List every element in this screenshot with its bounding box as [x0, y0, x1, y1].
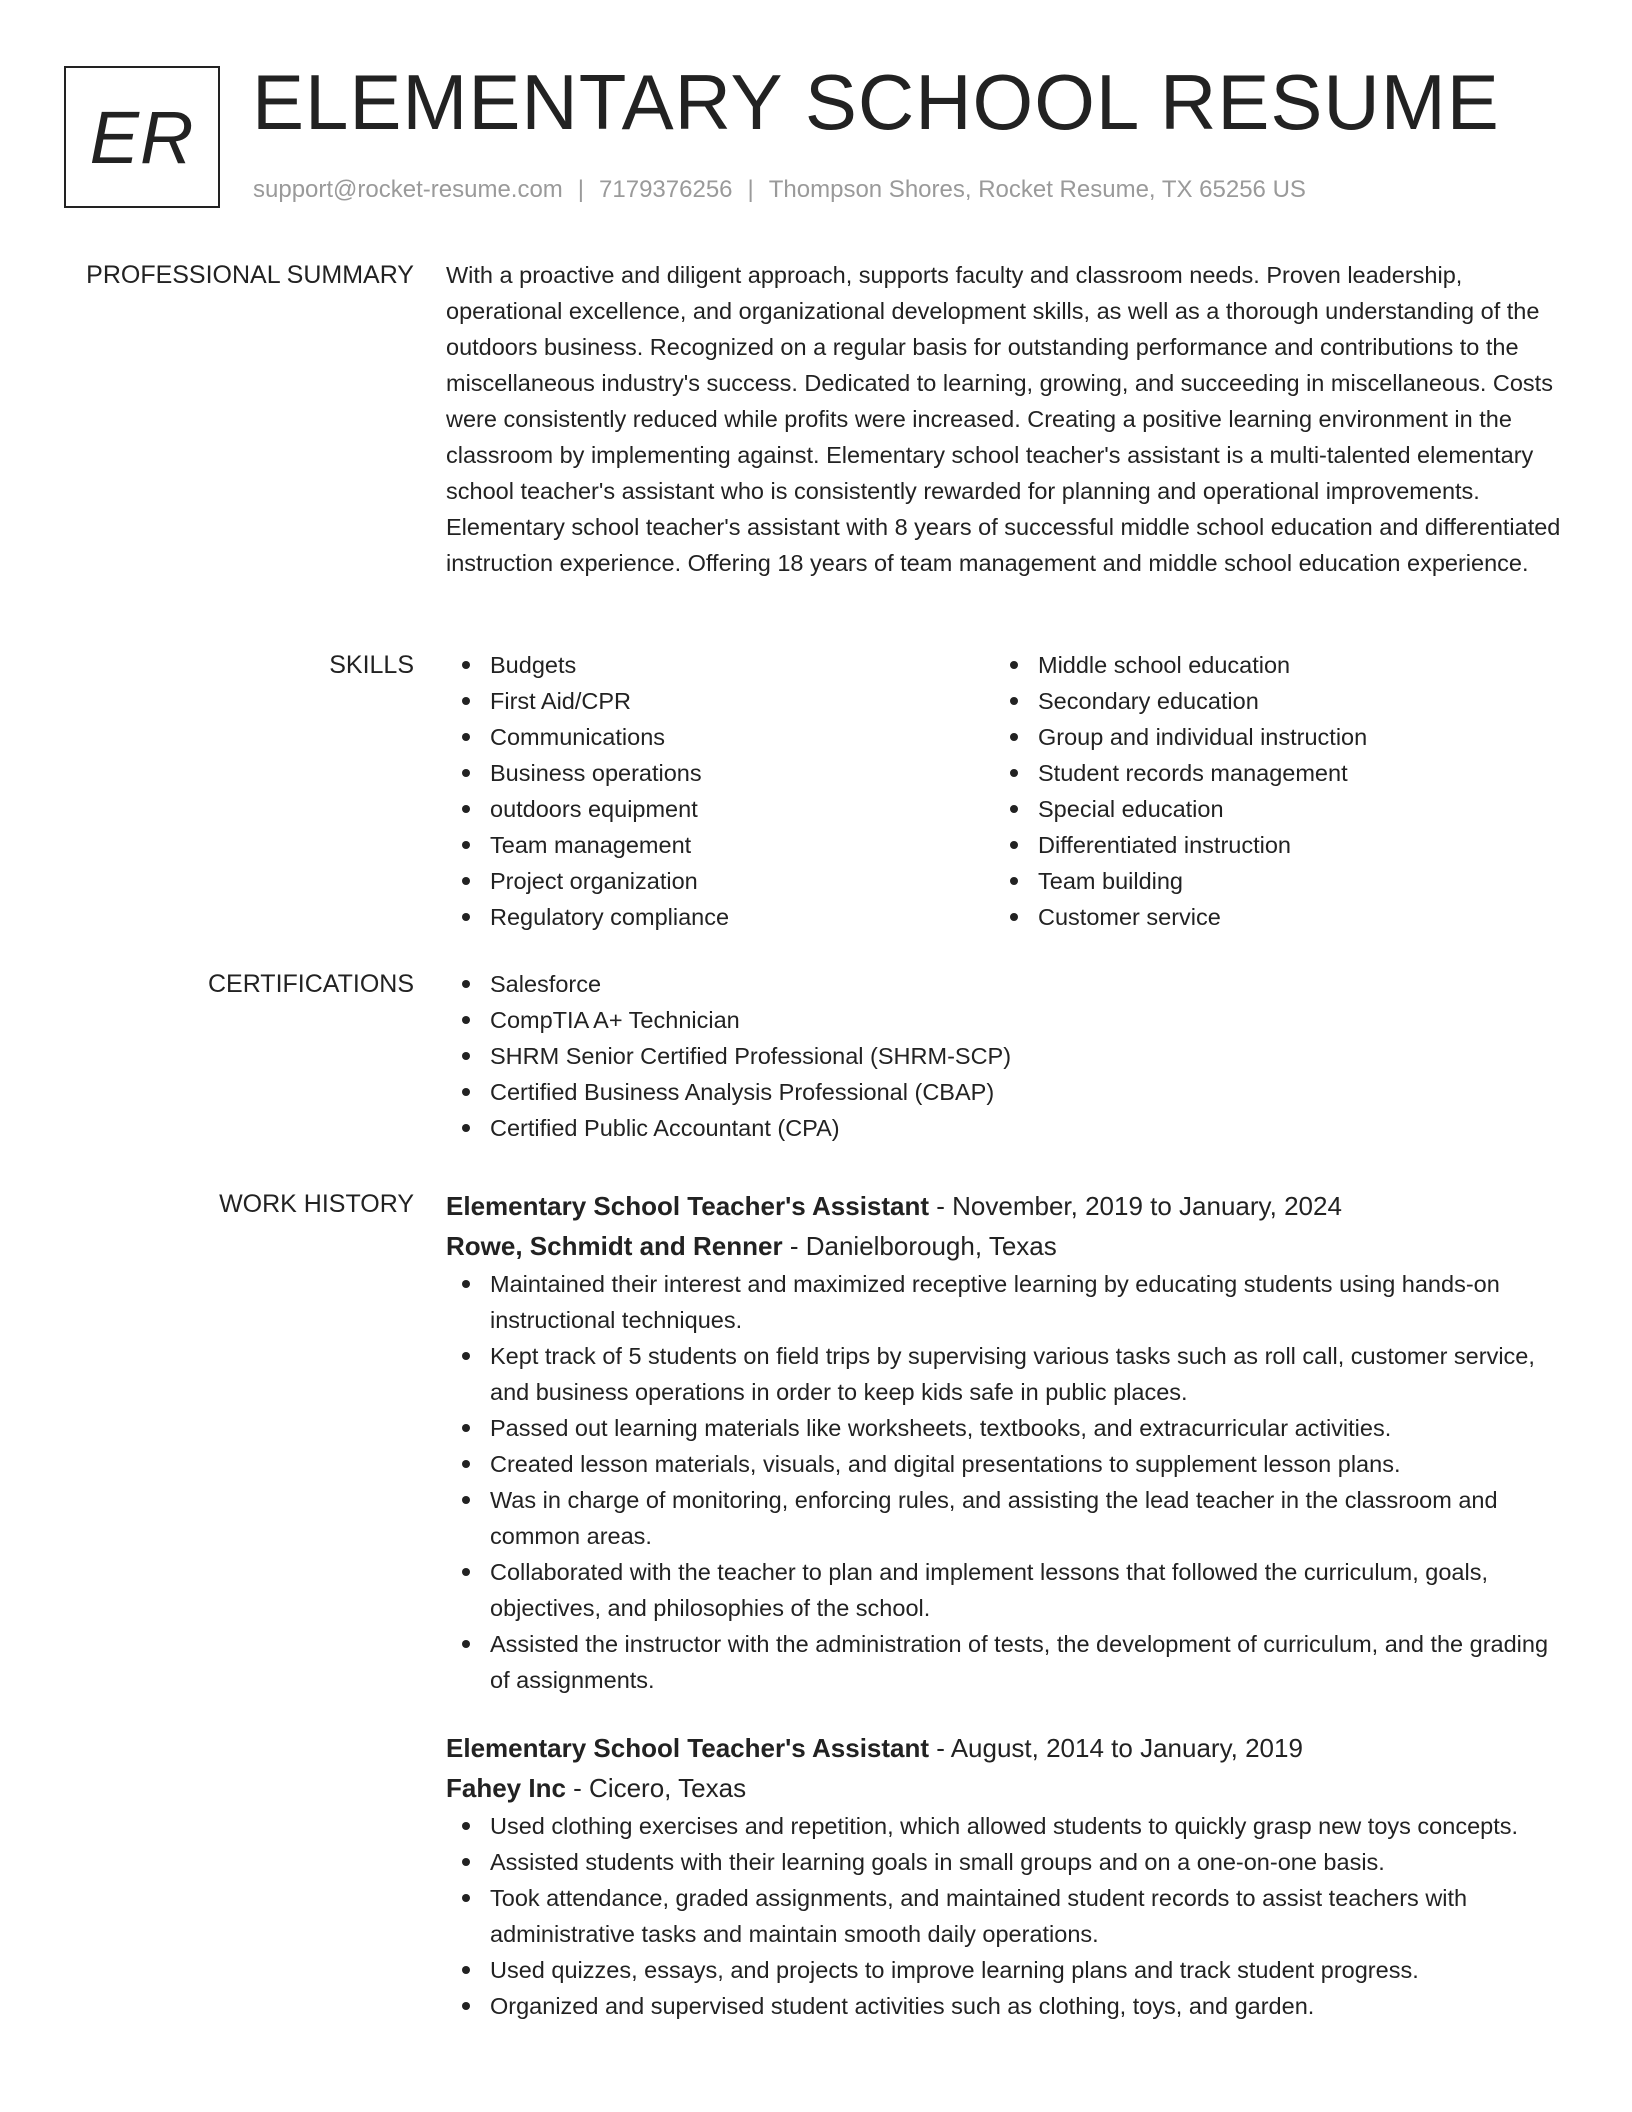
job-duties-list: [446, 1808, 1566, 2024]
certifications-list: [446, 966, 1566, 1146]
job-duty-item: Maintained their interest and maximized receptive learning by educating students using hands-on instructional techniques.: [446, 1266, 1566, 1338]
job-entry: [446, 1728, 1566, 2024]
job-duty-item: Used clothing exercises and repetition, which allowed students to quickly grasp new toys concepts.: [446, 1808, 1566, 1844]
summary-text: With a proactive and diligent approach, supports faculty and classroom needs. Proven leadership, operational excellence, and organizational development skills, as well as a thorough understanding of the outdoors business. Recognized on a regular basis for outstanding performance and contributions to the miscellaneous industry's success. Dedicated to learning, growing, and succeeding in miscellaneous. Costs were consistently reduced while profits were increased. Creating a positive learning environment in the classroom by implementing against. Elementary school teacher's assistant is a multi-talented elementary school teacher's assistant who is consistently rewarded for planning and operational improvements. Elementary school teacher's assistant with 8 years of successful middle school education and differentiated instruction experience. Offering 18 years of team management and middle school education experience.: [446, 262, 1561, 576]
skill-item: Middle school education: [994, 647, 1542, 683]
job-title-line: [446, 1186, 1566, 1226]
job-location: Danielborough, Texas: [805, 1231, 1057, 1261]
work-history-body: [446, 1186, 1566, 2024]
monogram-initials: ER: [89, 95, 195, 179]
job-company: Fahey Inc: [446, 1773, 566, 1803]
job-duty-item: Created lesson materials, visuals, and digital presentations to supplement lesson plans.: [446, 1446, 1566, 1482]
job-title: Elementary School Teacher's Assistant: [446, 1191, 930, 1221]
skill-item: Student records management: [994, 755, 1542, 791]
job-company-line: [446, 1226, 1566, 1266]
skills-body: [446, 647, 1566, 935]
skill-item: Customer service: [994, 899, 1542, 935]
work-history-heading: WORK HISTORY: [219, 1190, 414, 1218]
certifications-body: [446, 966, 1566, 1146]
job-duties-list: [446, 1266, 1566, 1698]
job-duty-item: Took attendance, graded assignments, and maintained student records to assist teachers with administrative tasks and maintain smooth daily operations.: [446, 1880, 1566, 1952]
job-duty-item: Passed out learning materials like worksheets, textbooks, and extracurricular activities.: [446, 1410, 1566, 1446]
job-company-line: [446, 1768, 1566, 1808]
job-duty-item: Assisted the instructor with the administration of tests, the development of curriculum, and the grading of assignments.: [446, 1626, 1566, 1698]
dash-separator: -: [929, 1191, 953, 1221]
job-title: Elementary School Teacher's Assistant: [446, 1733, 930, 1763]
job-title-line: [446, 1728, 1566, 1768]
certification-item: Certified Business Analysis Professional (CBAP): [446, 1074, 1566, 1110]
contact-separator: |: [747, 176, 754, 203]
summary-body: [446, 257, 1566, 581]
skill-item: Secondary education: [994, 683, 1542, 719]
contact-line: [253, 174, 1306, 206]
skills-list-left: [446, 647, 994, 935]
skill-item: Budgets: [446, 647, 994, 683]
job-duty-item: Used quizzes, essays, and projects to improve learning plans and track student progress.: [446, 1952, 1566, 1988]
monogram-logo: [64, 66, 220, 208]
dash-separator: -: [782, 1231, 806, 1261]
skills-grid: [446, 647, 1566, 935]
job-duty-item: Collaborated with the teacher to plan and implement lessons that followed the curriculum, goals, objectives, and philosophies of the school.: [446, 1554, 1566, 1626]
summary-heading: PROFESSIONAL SUMMARY: [86, 261, 414, 289]
contact-email[interactable]: support@rocket-resume.com: [253, 176, 563, 203]
dash-separator: -: [565, 1773, 590, 1803]
skill-item: Team building: [994, 863, 1542, 899]
skills-heading: SKILLS: [329, 651, 414, 679]
job-duty-item: Assisted students with their learning goals in small groups and on a one-on-one basis.: [446, 1844, 1566, 1880]
job-duty-item: Organized and supervised student activities such as clothing, toys, and garden.: [446, 1988, 1566, 2024]
contact-phone[interactable]: 7179376256: [599, 176, 733, 203]
job-entry: [446, 1186, 1566, 1698]
skills-list-right: [994, 647, 1542, 935]
skill-item: Project organization: [446, 863, 994, 899]
contact-address: Thompson Shores, Rocket Resume, TX 65256 US: [768, 176, 1306, 203]
skill-item: Business operations: [446, 755, 994, 791]
job-duty-item: Was in charge of monitoring, enforcing rules, and assisting the lead teacher in the classroom and common areas.: [446, 1482, 1566, 1554]
skill-item: Regulatory compliance: [446, 899, 994, 935]
job-duty-item: Kept track of 5 students on field trips by supervising various tasks such as roll call, customer service, and business operations in order to keep kids safe in public places.: [446, 1338, 1566, 1410]
dash-separator: -: [929, 1733, 951, 1763]
certification-item: CompTIA A+ Technician: [446, 1002, 1566, 1038]
skill-item: First Aid/CPR: [446, 683, 994, 719]
resume-title: ELEMENTARY SCHOOL RESUME: [252, 58, 1500, 146]
skill-item: Communications: [446, 719, 994, 755]
skill-item: outdoors equipment: [446, 791, 994, 827]
certifications-heading: CERTIFICATIONS: [207, 970, 414, 998]
job-company: Rowe, Schmidt and Renner: [446, 1231, 783, 1261]
certification-item: Certified Public Accountant (CPA): [446, 1110, 1566, 1146]
certification-item: Salesforce: [446, 966, 1566, 1002]
skill-item: Special education: [994, 791, 1542, 827]
skill-item: Group and individual instruction: [994, 719, 1542, 755]
job-dates: August, 2014 to January, 2019: [950, 1733, 1303, 1763]
job-location: Cicero, Texas: [589, 1773, 747, 1803]
job-dates: November, 2019 to January, 2024: [952, 1191, 1342, 1221]
skill-item: Team management: [446, 827, 994, 863]
contact-separator: |: [577, 176, 585, 203]
certification-item: SHRM Senior Certified Professional (SHRM-SCP): [446, 1038, 1566, 1074]
skill-item: Differentiated instruction: [994, 827, 1542, 863]
